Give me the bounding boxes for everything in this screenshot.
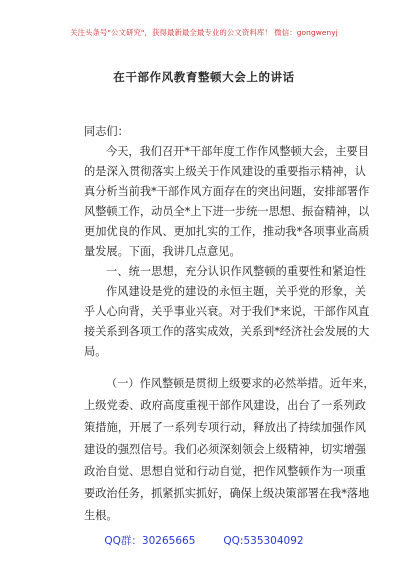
body-line: 建设的强烈信号。我们必须深刻领会上级精神，切实增强 bbox=[84, 443, 366, 456]
footer-qq-group: QQ群：30265665 bbox=[104, 535, 196, 547]
salutation-line: 同志们： bbox=[84, 125, 129, 138]
body-line: 真分析当前我*干部作风方面存在的突出问题，安排部署作 bbox=[84, 185, 370, 198]
body-line: 策措施，开展了一系列专项行动，释放出了持续加强作风 bbox=[84, 421, 366, 434]
body-line: 乎人心向背，关乎事业兴衰。对于我们*来说，干部作风直 bbox=[84, 305, 370, 318]
body-line: 今天，我们召开*干部年度工作作风整顿大会，主要目 bbox=[106, 145, 369, 158]
body-line: 局。 bbox=[84, 345, 107, 358]
section-heading: 一、统一思想，充分认识作风整顿的重要性和紧迫性 bbox=[106, 265, 366, 278]
header-promo-note: 关注头条号"公文研究"，获得最新最全最专业的公文资料库！ 微信：gongwenyj bbox=[70, 28, 338, 37]
footer-qq-number: QQ:535304092 bbox=[223, 535, 304, 547]
body-line: 的是深入贯彻落实上级关于作风建设的重要指示精神，认 bbox=[84, 165, 366, 178]
body-line: 风整顿工作，动员全*上下进一步统一思想、振奋精神，以 bbox=[84, 205, 370, 218]
document-title: 在干部作风教育整顿大会上的讲话 bbox=[113, 70, 295, 84]
body-line: 更加优良的作风、更加扎实的工作，推动我*各项事业高质 bbox=[84, 225, 370, 238]
body-line: 生根。 bbox=[84, 509, 118, 522]
footer-contact bbox=[0, 533, 408, 548]
body-line: 要政治任务，抓紧抓实抓好，确保上级决策部署在我*落地 bbox=[84, 487, 370, 500]
body-line: 接关系到各项工作的落实成效，关系到*经济社会发展的大 bbox=[84, 325, 370, 338]
body-line: 上级党委、政府高度重视干部作风建设，出台了一系列政 bbox=[84, 399, 366, 412]
subsection-heading-line: （一）作风整顿是贯彻上级要求的必然举措。近年来， bbox=[106, 377, 375, 390]
body-line: 政治自觉、思想自觉和行动自觉，把作风整顿作为一项重 bbox=[84, 465, 366, 478]
body-line: 作风建设是党的建设的永恒主题，关乎党的形象，关 bbox=[106, 285, 366, 298]
body-line: 量发展。下面，我讲几点意见。 bbox=[84, 245, 241, 258]
